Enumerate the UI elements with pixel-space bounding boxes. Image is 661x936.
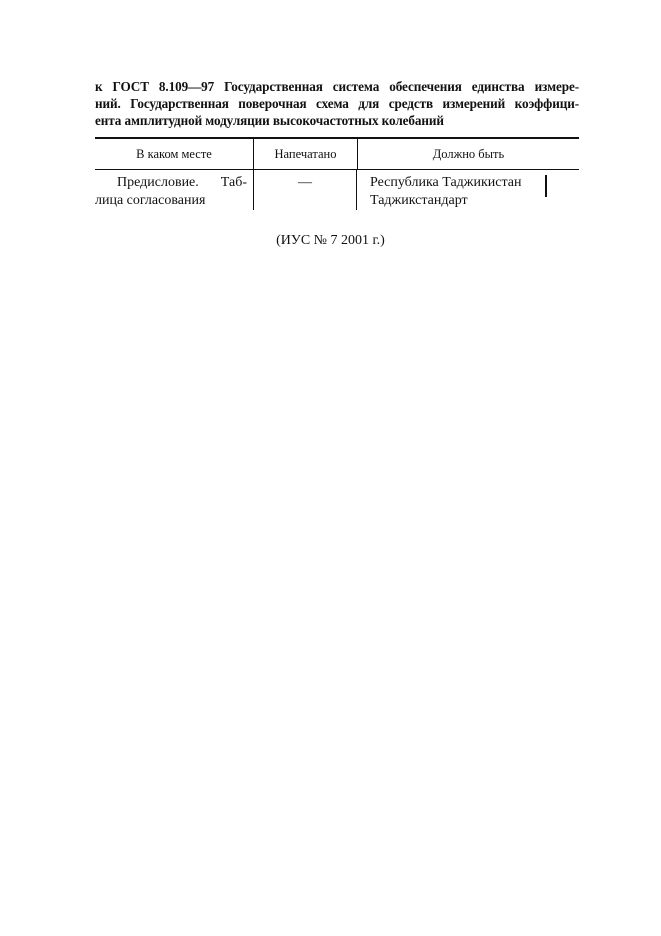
table-row (95, 170, 579, 210)
header-printed: Напечатано (253, 139, 357, 169)
cell-should-be-line-1: Республика Таджикистан (370, 175, 522, 190)
cell-should-be (356, 170, 577, 210)
cell-should-be-line-2: Таджикстандарт (370, 193, 468, 208)
cell-where-line-1: Предисловие. Таб- (117, 175, 247, 190)
table-header (95, 139, 579, 170)
heading-line-2: ний. Государственная поверочная схема для средств измерений коэффици- (95, 96, 579, 111)
heading-line-3: ента амплитудной модуляции высокочастотных колебаний (95, 113, 444, 128)
heading-line-1: к ГОСТ 8.109—97 Государственная система обеспечения единства измере- (95, 79, 579, 94)
source-footnote: (ИУС № 7 2001 г.) (276, 233, 385, 248)
header-should-be: Должно быть (357, 139, 579, 169)
cell-where (95, 170, 253, 210)
cell-where-line-2: лица согласования (95, 193, 206, 208)
cell-printed: — (253, 170, 356, 210)
amendment-heading (95, 78, 579, 129)
header-where: В каком месте (136, 146, 212, 161)
change-bar (545, 175, 547, 197)
corrections-table (95, 137, 579, 210)
